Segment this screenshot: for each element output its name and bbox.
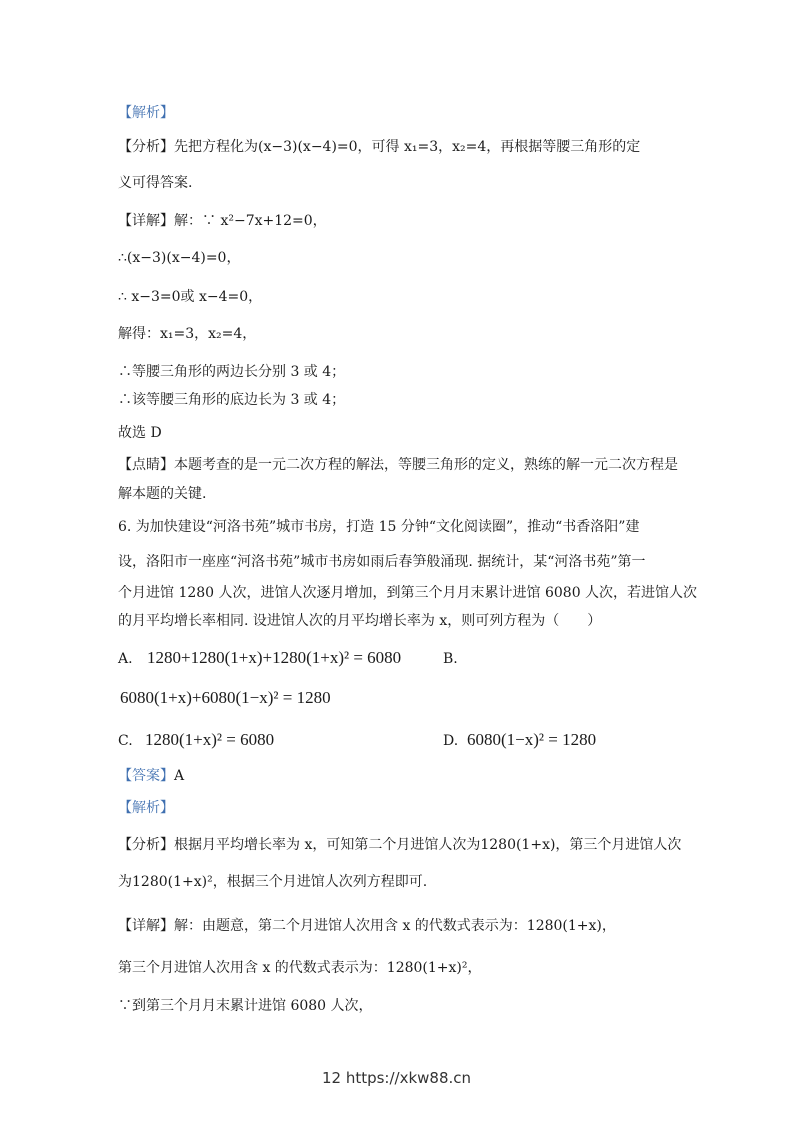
answer-tag: 【答案】	[118, 768, 174, 784]
option-b-label: B.	[443, 651, 458, 667]
solution-choice: 故选 D	[118, 425, 162, 441]
option-b-equation: 6080(1+x)+6080(1−x)² = 1280	[120, 688, 331, 707]
solution-line: 【详解】解：∵ x²−7x+12=0，	[118, 213, 327, 229]
option-d-label: D.	[443, 733, 459, 749]
analysis-text-cont: 义可得答案.	[118, 175, 193, 191]
analysis-text-2-cont: 为1280(1+x)²，根据三个月进馆人次列方程即可.	[118, 874, 428, 890]
question-6-text: 的月平均增长率相同. 设进馆人次的月平均增长率为 x，则可列方程为（ ）	[118, 613, 602, 629]
analysis-text: 【分析】先把方程化为(x−3)(x−4)=0，可得 x₁=3，x₂=4，再根据等腰三角形的定	[118, 139, 641, 155]
solution-line-2: 第三个月进馆人次用含 x 的代数式表示为：1280(1+x)²，	[118, 960, 482, 976]
comment-text-cont: 解本题的关键.	[118, 486, 207, 502]
answer-line	[118, 766, 184, 786]
solution-line: 解得：x₁=3，x₂=4，	[118, 326, 257, 342]
comment-text: 【点睛】本题考查的是一元二次方程的解法，等腰三角形的定义，熟练的解一元二次方程是	[118, 457, 678, 473]
section-heading-analysis-2: 【解析】	[118, 800, 174, 816]
option-a-equation: 1280+1280(1+x)+1280(1+x)² = 6080	[147, 648, 402, 667]
option-c-label: C.	[118, 733, 133, 749]
analysis-text-2: 【分析】根据月平均增长率为 x，可知第二个月进馆人次为1280(1+x)，第三个月进馆人次	[118, 837, 682, 853]
question-6-text: 设，洛阳市一座座“河洛书苑”城市书房如雨后春笋般涌现. 据统计，某“河洛书苑”第一	[118, 554, 646, 570]
section-heading-analysis: 【解析】	[118, 105, 174, 121]
solution-line: ∴等腰三角形的两边长分别 3 或 4；	[118, 364, 346, 380]
page-footer: 12 https://xkw88.cn	[321, 1069, 472, 1087]
solution-line: ∴ x−3=0或 x−4=0，	[118, 289, 263, 305]
answer-value: A	[174, 768, 185, 784]
solution-line: ∴该等腰三角形的底边长为 3 或 4；	[118, 392, 346, 408]
option-a-label: A.	[118, 651, 133, 667]
question-6-text: 6. 为加快建设“河洛书苑”城市书房，打造 15 分钟“文化阅读圈”，推动“书香洛阳”建	[118, 519, 640, 535]
option-d-equation: 6080(1−x)² = 1280	[467, 730, 597, 749]
question-6-text: 个月进馆 1280 人次，进馆人次逐月增加，到第三个月月末累计进馆 6080 人次，若进馆人次	[118, 585, 698, 601]
solution-line-2: 【详解】解：由题意，第二个月进馆人次用含 x 的代数式表示为：1280(1+x)，	[118, 918, 616, 934]
solution-line-2: ∵到第三个月月末累计进馆 6080 人次，	[118, 998, 373, 1014]
solution-line: ∴(x−3)(x−4)=0，	[118, 250, 241, 266]
option-c-equation: 1280(1+x)² = 6080	[145, 730, 275, 749]
